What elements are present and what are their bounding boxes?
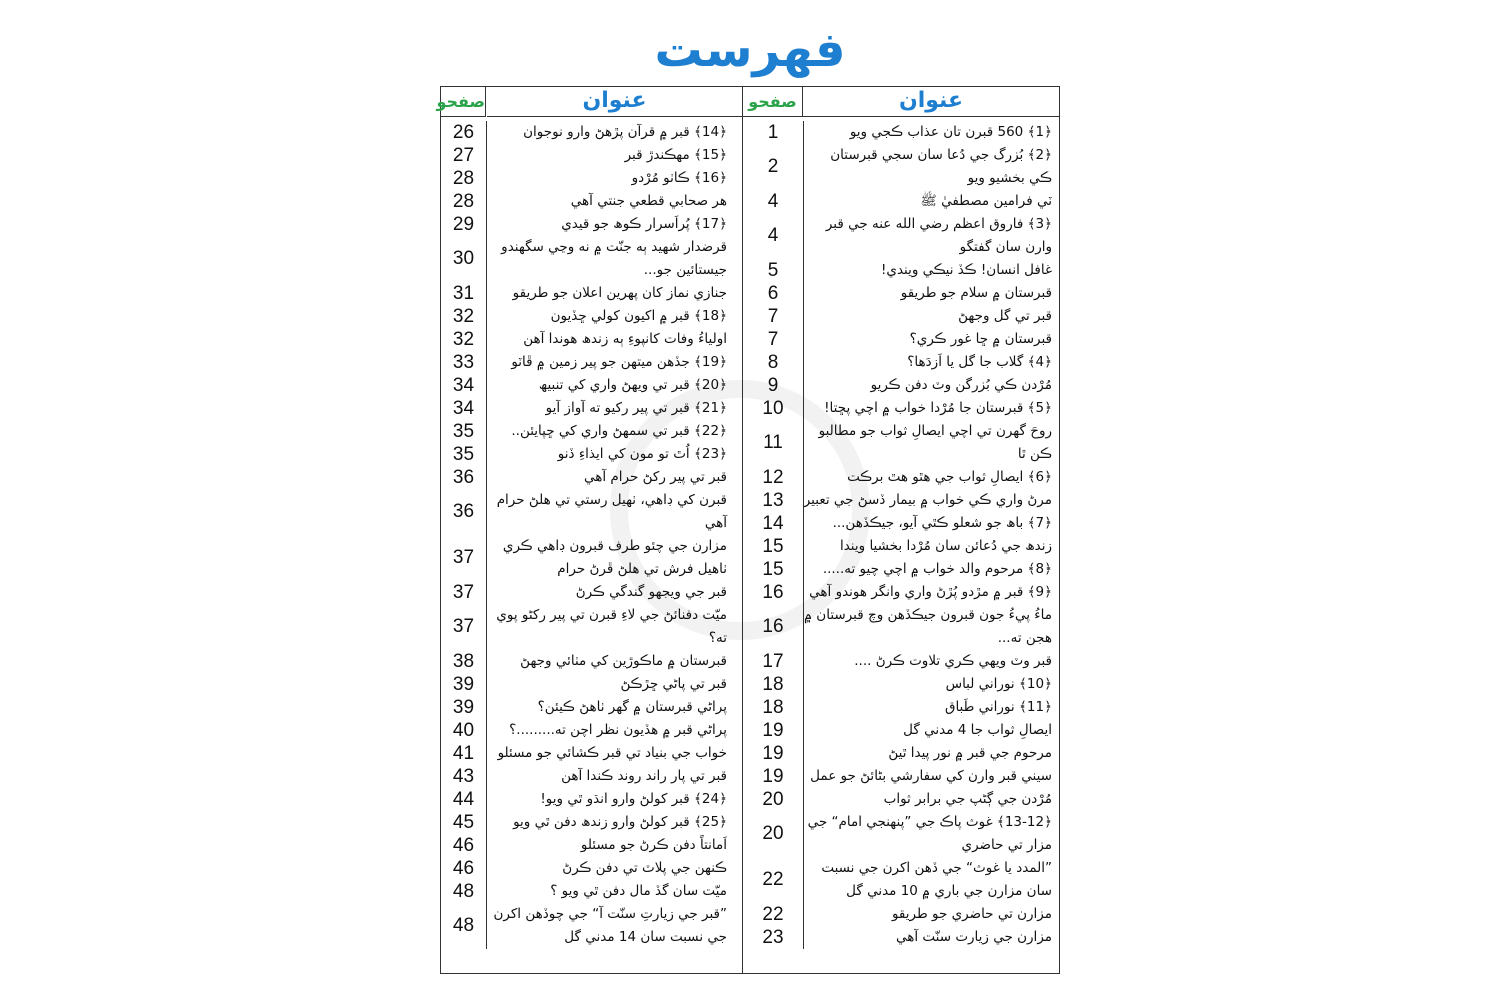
toc-entry [441,374,742,397]
toc-entry-title: اولياءُ وفات کانپوءِ ٻه زندھ هوندا آهن [523,331,727,347]
toc-entry-page: 2 [743,144,804,190]
toc-entry [441,213,742,236]
toc-entry-page: 7 [743,305,804,328]
toc-entry [743,604,1059,650]
toc-entry-page: 44 [441,788,487,811]
toc-entry-title: قبر جي ويجھو گندگي ڪرڻ [575,584,727,600]
toc-entry-title: مُرْدن جي ڳڻپ جي برابر ثواب [883,791,1052,807]
toc-entry-page: 19 [743,719,804,742]
toc-entry-page: 39 [441,673,487,696]
toc-entry [743,351,1059,374]
toc-entry-title: ميّت سان گڏ مال دفن ٿي ويو ؟ [550,883,727,899]
toc-entry [441,167,742,190]
toc-entry [743,305,1059,328]
column-header-title: عنوان [487,87,742,117]
toc-entry [743,857,1059,903]
toc-entry [441,305,742,328]
toc-entry-title: پراڻي قبر ۾ هڏيون نظر اچن ته.........؟ [509,722,727,738]
toc-entry-title: مُرْدن ڪي بُزرگن وٽ دفن ڪريو [870,377,1052,393]
toc-entry-title: مزارن جي چئو طرف قبرون ڊاهي ڪري ٺاهيل فرش تي هلڻ ڦرڻ حرام [502,538,727,577]
toc-entry [441,420,742,443]
toc-entry-title: ﴿24﴾ قبر کولڻ وارو انڌو ٿي ويو! [540,791,727,807]
toc-entry-page: 1 [743,121,804,144]
toc-entry-title: ﴿18﴾ قبر ۾ اکيون کولي ڇڏيون [550,308,727,324]
toc-entry-title: مزارن تي حاضري جو طريقو [891,906,1052,922]
toc-entry-page: 33 [441,351,487,374]
toc-entry [743,420,1059,466]
toc-entry [743,673,1059,696]
toc-entry [743,489,1059,512]
toc-entry [441,788,742,811]
toc-entry-page: 29 [441,213,487,236]
toc-entry-title: ﴿13-12﴾ غوث پاڪ جي ”پنهنجي امام“ جي مزار تي حاضري [807,814,1052,853]
toc-entry-title: غافل انسان! ڪڏ نيڪي ويندي! [880,262,1052,278]
toc-left-rows [441,121,742,973]
toc-entry-page: 43 [441,765,487,788]
toc-right-column [743,87,1059,973]
toc-entry [441,282,742,305]
toc-entry-title: اَمانتاً دفن ڪرڻ جو مسئلو [580,837,727,853]
toc-entry-title: ﴿1﴾ 560 قبرن تان عذاب ڪجي ويو [849,124,1052,140]
toc-entry-page: 9 [743,374,804,397]
toc-entry-page: 4 [743,190,804,213]
toc-entry [743,765,1059,788]
toc-entry [441,742,742,765]
toc-entry-title: ﴿2﴾ بُزرگ جي دُعا سان سجي قبرستان ڪي بخشيو ويو [830,147,1052,186]
toc-entry-title: قبر تي پير رکڻ حرام آهي [584,469,727,485]
toc-entry-title: قبر تي پار راند روند ڪندا آهن [561,768,727,784]
toc-entry-page: 16 [743,581,804,604]
toc-entry [441,719,742,742]
toc-entry [441,834,742,857]
toc-entry [743,742,1059,765]
toc-entry-title: ﴿7﴾ باھ جو شعلو ڪٿي آيو، جيڪڏهن... [832,515,1052,531]
toc-entry [743,926,1059,949]
toc-entry-page: 34 [441,397,487,420]
toc-entry-page: 23 [743,926,804,949]
toc-entry [441,857,742,880]
toc-entry-page: 40 [441,719,487,742]
toc-left-column [436,87,743,973]
toc-entry-page: 14 [743,512,804,535]
toc-entry-title: ﴿14﴾ قبر ۾ قرآن پڙهڻ وارو نوجوان [523,124,727,140]
toc-entry-page: 17 [743,650,804,673]
toc-entry-title: ﴿16﴾ ڪاٺو مُرْدو [631,170,727,186]
toc-entry-page: 20 [743,788,804,811]
toc-entry-title: قبرستان ۾ سلام جو طريقو [900,285,1052,301]
toc-entry-title: ﴿22﴾ قبر تي سمهڻ واري کي ڇپايئن.. [511,423,727,439]
toc-entry-page: 16 [743,604,804,650]
toc-entry [441,650,742,673]
toc-entry [441,903,742,949]
toc-entry-title: قبرستان ۾ ڇا غور ڪري؟ [909,331,1052,347]
toc-entry-page: 30 [441,236,487,282]
toc-entry [743,466,1059,489]
toc-entry [441,443,742,466]
toc-entry-title: ”قبر جي زيارتِ سنّت آ“ جي چوڏهن اکرن جي نسبت سان 14 مدني گل [493,906,727,945]
toc-entry-page: 15 [743,558,804,581]
toc-entry [441,121,742,144]
toc-entry-page: 4 [743,213,804,259]
toc-entry-title: جنازي نماز کان پهرين اعلان جو طريقو [512,285,727,301]
toc-entry-page: 8 [743,351,804,374]
toc-entry-page: 11 [743,420,804,466]
toc-entry [441,351,742,374]
toc-table [436,86,1060,974]
toc-entry-title: ﴿10﴾ نوراني لباس [945,676,1052,692]
column-header-page: صفحو [441,87,486,117]
toc-entry [743,719,1059,742]
toc-entry-page: 35 [441,420,487,443]
toc-entry-page: 15 [743,535,804,558]
toc-entry [441,765,742,788]
toc-entry [743,535,1059,558]
toc-entry-title: قرضدار شهيد ٻه جنّت ۾ نه وڃي سگھندو جيستائين جو... [501,239,727,278]
toc-entry-title: ﴿19﴾ جڏهن ميتهن جو پير زمين ۾ ڦاٽو [511,354,727,370]
toc-entry [743,811,1059,857]
toc-entry-title: روحَ گھرن تي اچي ايصالِ ثواب جو مطالبو ڪن ٿا [818,423,1052,462]
toc-entry-title: پراڻي قبرستان ۾ گھر ٺاهڻ ڪيئن؟ [537,699,727,715]
toc-entry [743,213,1059,259]
toc-entry-page: 28 [441,167,487,190]
toc-entry [743,259,1059,282]
toc-entry [441,466,742,489]
toc-entry-title: ﴿25﴾ قبر کولڻ وارو زندھ دفن ٿي ويو [513,814,727,830]
toc-entry-page: 48 [441,903,487,949]
toc-entry-page: 32 [441,305,487,328]
toc-entry-page: 26 [441,121,487,144]
toc-entry [743,144,1059,190]
toc-entry-page: 48 [441,880,487,903]
toc-entry-page: 37 [441,581,487,604]
toc-entry-page: 12 [743,466,804,489]
toc-entry-page: 46 [441,834,487,857]
toc-entry-title: ﴿17﴾ پُراَسرار ڪوھ جو قيدي [561,216,727,232]
toc-entry-title: قبرستان ۾ ماڪوڙين کي مٺائي وجھڻ [520,653,727,669]
toc-entry-page: 27 [441,144,487,167]
toc-entry-title: ٽي فرامين مصطفيٰ ﷺ [920,193,1052,209]
toc-entry-page: 19 [743,742,804,765]
toc-entry-page: 19 [743,765,804,788]
toc-entry-title: ﴿9﴾ قبر ۾ مڙدو پُڙڻ واري وانگر هوندو آهي [809,584,1052,600]
toc-entry-title: سيني قبر وارن کي سفارشي بڻائڻ جو عمل [810,768,1052,784]
toc-entry-title: مزارن جي زيارت سنّت آهي [895,929,1052,945]
toc-entry [743,121,1059,144]
toc-entry [441,328,742,351]
toc-entry-title: ﴿3﴾ فاروق اعظم رضي الله عنه جي قبر وارن سان گفتگو [825,216,1052,255]
toc-entry-title: خواب جي بنياد تي قبر ڪشائي جو مسئلو [497,745,727,761]
toc-entry [743,696,1059,719]
toc-entry [441,535,742,581]
toc-entry-title: ﴿11﴾ نوراني طَباق [944,699,1052,715]
toc-entry [441,397,742,420]
toc-entry-title: قبرن کي ڊاهي، ٺهيل رستي تي هلڻ حرام آهي [496,492,727,531]
toc-entry-page: 6 [743,282,804,305]
toc-entry [743,328,1059,351]
toc-entry-page: 22 [743,903,804,926]
toc-entry-page: 36 [441,489,487,535]
toc-entry [743,397,1059,420]
toc-entry [743,558,1059,581]
toc-entry-page: 39 [441,696,487,719]
toc-entry-title: ميّت دفنائڻ جي لاءِ قبرن تي پير رکڻو پوي ته؟ [496,607,727,646]
toc-entry-page: 7 [743,328,804,351]
toc-entry-page: 20 [743,811,804,857]
toc-entry-title: ﴿20﴾ قبر تي ويهڻ واري کي تنبيھ [538,377,727,393]
toc-entry [441,604,742,650]
toc-entry [743,903,1059,926]
toc-entry [441,880,742,903]
toc-entry-title: قبر تي گل وجھڻ [958,308,1052,324]
toc-entry-page: 5 [743,259,804,282]
toc-entry-page: 22 [743,857,804,903]
toc-entry [743,581,1059,604]
toc-entry-title: قبر تي پاڻي ڇڙڪڻ [620,676,727,692]
toc-entry [441,236,742,282]
toc-entry [743,788,1059,811]
toc-entry-page: 34 [441,374,487,397]
toc-entry-title: ﴿21﴾ قبر تي پير رکيو ته آواز آيو [545,400,727,416]
toc-entry-title: ڪنهن جي پلاٽ تي دفن ڪرڻ [562,860,727,876]
toc-entry-page: 38 [441,650,487,673]
toc-entry-title: ماءُ پيءُ جون قبرون جيڪڏهن وچ قبرستان ۾ هجن ته... [804,607,1052,646]
toc-entry-title: ﴿5﴾ قبرستان جا مُرْدا خواب ۾ اچي پڇتا! [824,400,1052,416]
toc-entry-title: مرحوم جي قبر ۾ نور پيدا ٿيڻ [888,745,1052,761]
toc-entry [743,650,1059,673]
column-header-page: صفحو [743,87,803,117]
toc-entry [441,673,742,696]
toc-entry-title: ﴿15﴾ مهڪندڙ قبر [624,147,727,163]
toc-entry-page: 46 [441,857,487,880]
toc-entry [441,581,742,604]
toc-entry [441,489,742,535]
toc-entry-page: 41 [441,742,487,765]
toc-entry-title: هر صحابي قطعي جنتي آهي [570,193,727,209]
toc-entry [743,282,1059,305]
toc-entry-title: ﴿6﴾ ايصالِ ثواب جي هٿو هٿ برڪت [847,469,1052,485]
toc-entry-page: 45 [441,811,487,834]
toc-entry-page: 31 [441,282,487,305]
toc-entry-page: 18 [743,696,804,719]
toc-entry-page: 35 [441,443,487,466]
toc-entry [743,374,1059,397]
toc-entry-title: ”المدد يا غوث“ جي ڏهن اکرن جي نسبت سان مزارن جي باري ۾ 10 مدني گل [821,860,1052,899]
toc-entry [441,811,742,834]
toc-entry-page: 32 [441,328,487,351]
toc-entry-page: 37 [441,535,487,581]
toc-entry-page: 37 [441,604,487,650]
toc-entry-page: 18 [743,673,804,696]
toc-entry-page: 13 [743,489,804,512]
toc-entry-page: 36 [441,466,487,489]
toc-entry-title: ايصالِ ثواب جا 4 مدني گل [903,722,1052,738]
toc-entry-page: 10 [743,397,804,420]
toc-entry [441,144,742,167]
column-header-title: عنوان [803,87,1059,117]
toc-entry [441,696,742,719]
toc-right-rows [743,121,1059,973]
toc-entry-title: قبر وٽ ويهي ڪري تلاوت ڪرڻ .... [854,653,1052,669]
toc-entry-title: مرڻ واري ڪي خواب ۾ بيمار ڏسڻ جي تعبير [804,492,1052,508]
toc-entry [743,512,1059,535]
toc-entry-title: زندھ جي دُعائن سان مُرْدا بخشيا ويندا [839,538,1052,554]
toc-entry-title: ﴿4﴾ گلاب جا گل يا اَزدَها؟ [907,354,1052,370]
page-title: فهرست [654,22,846,78]
toc-entry [743,190,1059,213]
toc-entry [441,190,742,213]
toc-entry-page: 28 [441,190,487,213]
toc-entry-title: ﴿8﴾ مرحوم والد خواب ۾ اچي چيو ته..... [822,561,1052,577]
toc-entry-title: ﴿23﴾ اُٿ تو مون کي ايذاءِ ڏنو [557,446,727,462]
